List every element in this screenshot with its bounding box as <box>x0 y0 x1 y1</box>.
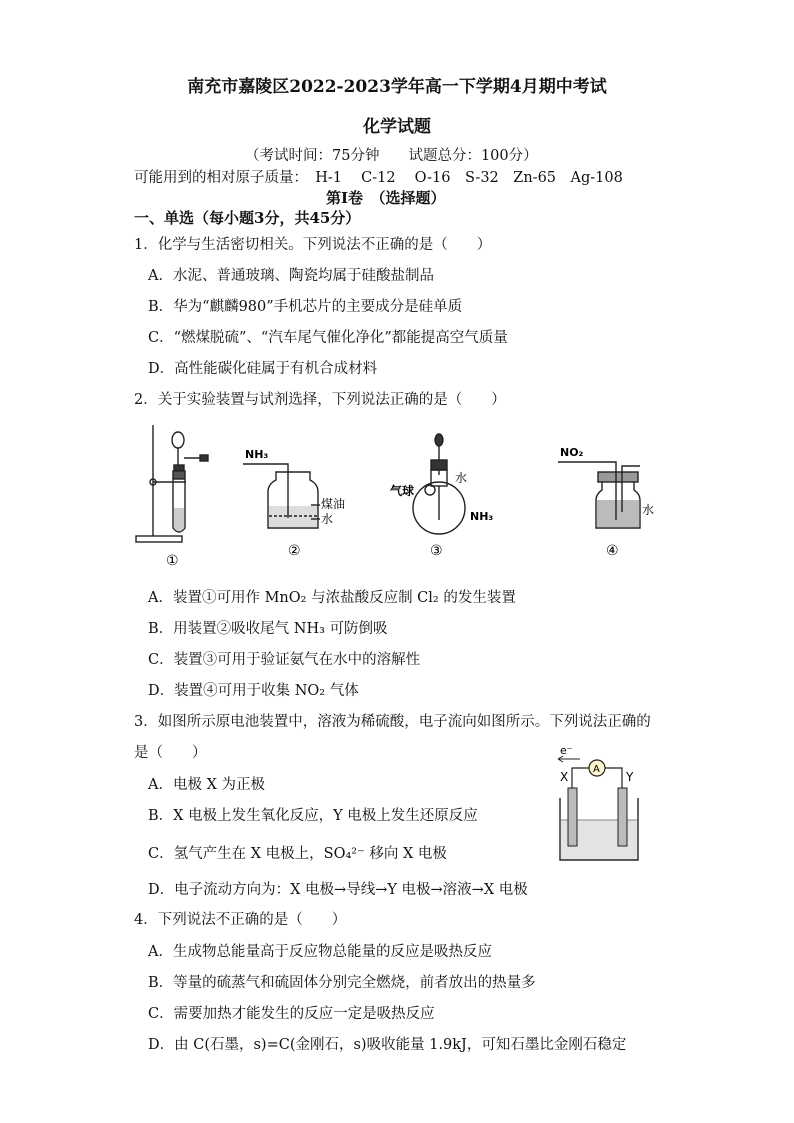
question-2-option-b: B．用装置②吸收尾气 NH₃ 可防倒吸 <box>148 621 388 637</box>
exam-title: 南充市嘉陵区2022-2023学年高一下学期4月期中考试 <box>187 77 607 97</box>
question-3-option-b: B．X 电极上发生氧化反应，Y 电极上发生还原反应 <box>148 808 478 824</box>
apparatus-2 <box>243 464 320 528</box>
water-label-3: 水 <box>455 471 468 485</box>
volume-heading: 第I卷 （选择题） <box>326 189 446 207</box>
apparatus-2-label: ② <box>288 543 301 559</box>
electrode-y-label: Y <box>626 770 634 784</box>
question-3-stem-cont: 是（ ） <box>134 745 207 761</box>
question-1-option-d: D．高性能碳化硅属于有机合成材料 <box>148 361 378 377</box>
question-2-option-c: C．装置③可用于验证氨气在水中的溶解性 <box>148 652 421 668</box>
balloon-label: 气球 <box>390 484 415 498</box>
question-4-option-c: C．需要加热才能发生的反应一定是吸热反应 <box>148 1006 435 1022</box>
question-4-stem: 4．下列说法不正确的是（ ） <box>134 912 347 928</box>
question-2-option-a: A．装置①可用作 MnO₂ 与浓盐酸反应制 Cl₂ 的发生装置 <box>148 590 516 606</box>
section-heading: 一、单选（每小题3分，共45分） <box>134 209 361 227</box>
kerosene-label: 煤油 <box>321 497 346 511</box>
apparatus-1-label: ① <box>166 553 179 569</box>
question-3-option-a: A．电极 X 为正极 <box>148 777 266 793</box>
water-label-2: 水 <box>321 512 334 526</box>
question-3-stem: 3．如图所示原电池装置中，溶液为稀硫酸，电子流向如图所示。下列说法正确的 <box>134 714 651 730</box>
question-1-stem: 1．化学与生活密切相关。下列说法不正确的是（ ） <box>134 237 492 253</box>
question-3-option-c: C．氢气产生在 X 电极上，SO₄²⁻ 移向 X 电极 <box>148 846 447 862</box>
apparatus-3-label: ③ <box>430 543 443 559</box>
question-4-option-a: A．生成物总能量高于反应物总能量的反应是吸热反应 <box>148 944 492 960</box>
question-1-option-a: A．水泥、普通玻璃、陶瓷均属于硅酸盐制品 <box>148 268 434 284</box>
question-1-option-c: C．“燃煤脱硫”、“汽车尾气催化净化”都能提高空气质量 <box>148 330 508 346</box>
question-2-option-d: D．装置④可用于收集 NO₂ 气体 <box>148 683 359 699</box>
exam-info: （考试时间：75分钟 试题总分：100分） <box>245 148 538 164</box>
electrode-x-label: X <box>560 770 569 784</box>
subject-title: 化学试题 <box>363 117 431 137</box>
question-4-option-d: D．由 C(石墨，s)=C(金刚石，s)吸收能量 1.9kJ，可知石墨比金刚石稳定 <box>148 1037 627 1053</box>
galvanic-cell-figure <box>550 742 650 867</box>
apparatus-1 <box>136 425 208 542</box>
question-4-option-b: B．等量的硫蒸气和硫固体分别完全燃烧，前者放出的热量多 <box>148 975 536 991</box>
water-label-4: 水 <box>642 503 655 517</box>
apparatus-4-label: ④ <box>606 543 619 559</box>
question-1-option-b: B．华为“麒麟980”手机芯片的主要成分是硅单质 <box>148 299 463 315</box>
no2-inlet-label: NO₂ <box>560 446 584 459</box>
question-3-option-d: D．电子流动方向为：X 电极→导线→Y 电极→溶液→X 电极 <box>148 882 528 898</box>
nh3-flask-label: NH₃ <box>470 510 494 523</box>
question-2-stem: 2．关于实验装置与试剂选择，下列说法正确的是（ ） <box>134 392 506 408</box>
ammeter-label: A <box>593 764 600 775</box>
apparatus-4 <box>558 462 640 528</box>
nh3-inlet-label: NH₃ <box>245 448 269 461</box>
apparatus-figure <box>128 420 668 570</box>
electron-label: e⁻ <box>560 744 573 757</box>
atomic-masses: 可能用到的相对原子质量： H-1 C-12 O-16 S-32 Zn-65 Ag-108 <box>134 170 623 186</box>
